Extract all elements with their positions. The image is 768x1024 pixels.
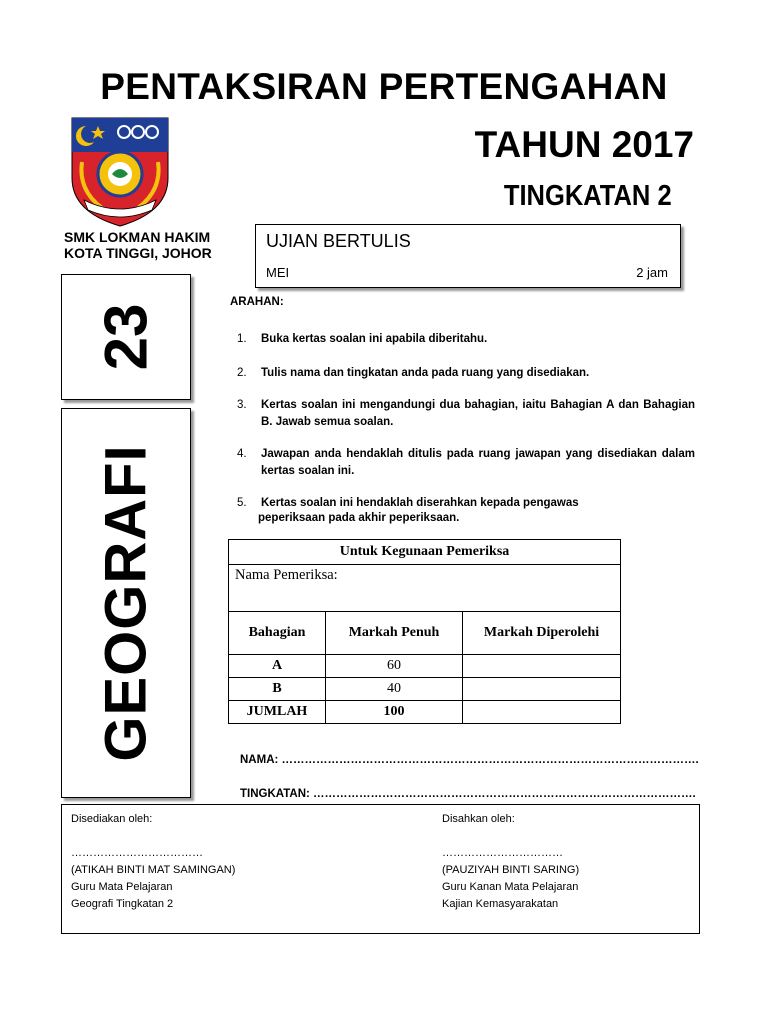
signature-line: ……………………………… (71, 847, 203, 859)
examiner-table (228, 539, 621, 724)
instruction-text: Jawapan anda hendaklah ditulis pada ruang jawapan yang disediakan dalam kertas soalan ini. (261, 448, 695, 477)
school-name-line2: KOTA TINGGI, JOHOR (64, 245, 212, 261)
obtained-marks-cell[interactable] (463, 655, 621, 678)
exam-type-box (255, 224, 681, 288)
exam-month: MEI (266, 265, 290, 280)
exam-year: TAHUN 2017 (474, 124, 694, 165)
instruction-number: 2. (237, 367, 247, 379)
instruction-item (237, 331, 695, 348)
instruction-text: Buka kertas soalan ini apabila diberitahu. (261, 333, 488, 345)
full-marks-cell: 60 (326, 655, 463, 678)
obtained-marks-cell[interactable] (463, 678, 621, 701)
preparer-name: (ATIKAH BINTI MAT SAMINGAN) (71, 864, 236, 876)
examiner-name-cell (229, 565, 621, 612)
exam-title: PENTAKSIRAN PERTENGAHAN (100, 66, 668, 107)
school-name-line1: SMK LOKMAN HAKIM (64, 229, 211, 245)
school-logo (68, 112, 172, 228)
signature-line: …………………………… (442, 847, 563, 859)
school-name (64, 229, 212, 261)
instruction-text: Kertas soalan ini mengandungi dua bahagian, iaitu Bahagian A dan Bahagian B. Jawab semua soalan. (261, 399, 695, 428)
subject-code: 23 (92, 303, 160, 371)
instruction-item (237, 446, 695, 480)
approver-name: (PAUZIYAH BINTI SARING) (442, 864, 580, 876)
instruction-number: 5. (237, 497, 247, 509)
student-name-field[interactable]: NAMA: ………………………………………………………………………………………………. (240, 754, 699, 766)
preparer-role: Guru Mata Pelajaran (71, 881, 173, 893)
column-header: Bahagian (229, 612, 326, 655)
instruction-number: 4. (237, 448, 247, 460)
exam-type: UJIAN BERTULIS (266, 231, 411, 251)
exam-duration: 2 jam (636, 265, 668, 280)
table-row (229, 655, 621, 678)
full-marks-cell: 100 (326, 701, 463, 724)
preparer-subject: Geografi Tingkatan 2 (71, 898, 174, 910)
column-header: Markah Penuh (326, 612, 463, 655)
table-row (229, 678, 621, 701)
instruction-text: Kertas soalan ini hendaklah diserahkan kepada pengawas (261, 497, 579, 509)
instruction-item (237, 495, 695, 512)
approved-by-label: Disahkan oleh: (442, 813, 515, 825)
signature-box (61, 804, 700, 934)
instruction-item (237, 397, 695, 431)
column-header: Markah Diperolehi (463, 612, 621, 655)
approved-by-block (442, 811, 579, 913)
student-form-field[interactable]: TINGKATAN: ………………………………………………………………………………………. (240, 788, 696, 800)
exam-form: TINGKATAN 2 (504, 180, 672, 212)
subject-name-box (61, 408, 191, 798)
instruction-text: Tulis nama dan tingkatan anda pada ruang yang disediakan. (261, 367, 590, 379)
prepared-by-block (71, 811, 235, 913)
part-cell: A (229, 655, 326, 678)
prepared-by-label: Disediakan oleh: (71, 813, 153, 825)
part-cell: JUMLAH (229, 701, 326, 724)
instruction-text-continued: peperiksaan pada akhir peperiksaan. (258, 512, 460, 524)
approver-role: Guru Kanan Mata Pelajaran (442, 881, 579, 893)
examiner-table-title: Untuk Kegunaan Pemeriksa (229, 540, 621, 565)
part-cell: B (229, 678, 326, 701)
obtained-marks-cell[interactable] (463, 701, 621, 724)
instruction-item (237, 365, 695, 382)
table-row (229, 701, 621, 724)
instruction-number: 3. (237, 399, 247, 411)
approver-subject: Kajian Kemasyarakatan (442, 898, 559, 910)
instructions-heading: ARAHAN: (230, 296, 284, 308)
subject-name: GEOGRAFI (93, 444, 159, 762)
full-marks-cell: 40 (326, 678, 463, 701)
examiner-name-label: Nama Pemeriksa: (235, 567, 338, 583)
instruction-number: 1. (237, 333, 247, 345)
subject-code-box (61, 274, 191, 400)
